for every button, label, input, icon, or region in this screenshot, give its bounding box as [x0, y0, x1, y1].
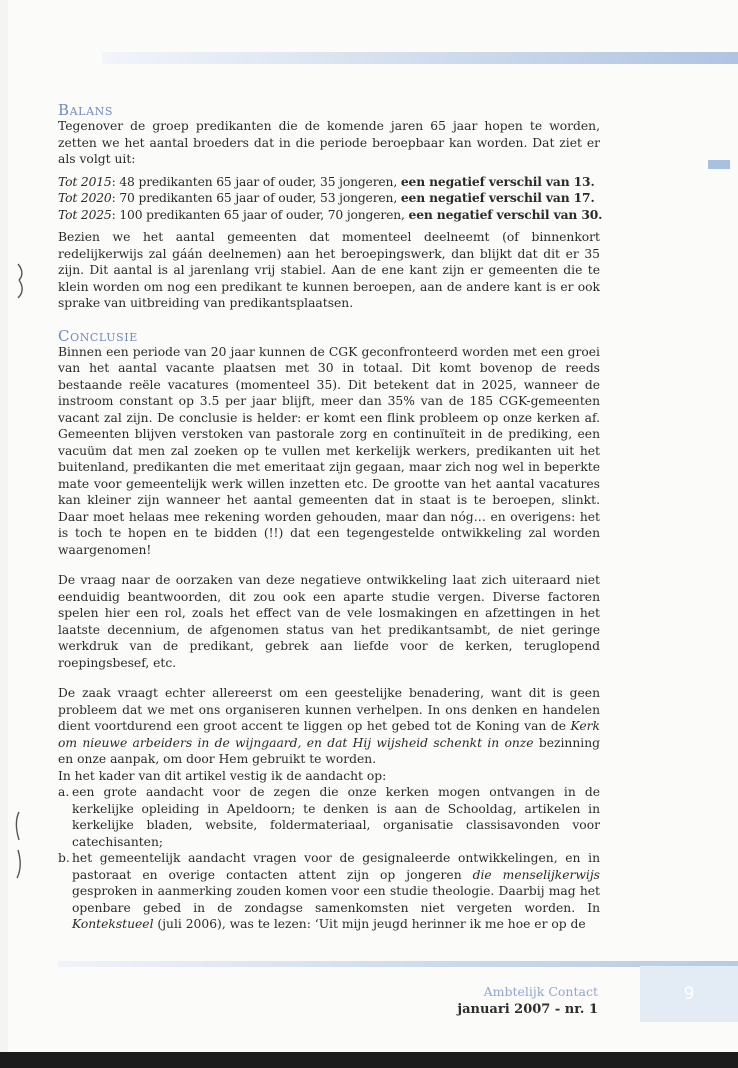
conclusie-paragraph-4: In het kader van dit artikel vestig ik de aandacht op: [58, 768, 387, 783]
section-heading-conclusie: Conclusie [58, 326, 138, 345]
list-item: a. een grote aandacht voor de zegen die onze kerken mogen ontvangen in de kerkelijke opleiding in Apeldoorn; te denken is aan de Schooldag, artikelen in kerkelijke bladen, website, foldermateriaal, organisatie classisavonden voor catechisanten; [58, 785, 600, 849]
stat-line: Tot 2025: 100 predikanten 65 jaar of ouder, 70 jongeren, een negatief verschil van 30. [58, 206, 603, 222]
balans-intro: Tegenover de groep predikanten die de komende jaren 65 jaar hopen te worden, zetten we het aantal broeders dat in die periode beroepbaar kan worden. Dat ziet er als volgt uit: [58, 119, 600, 166]
magazine-title: Ambtelijk Contact [483, 984, 598, 999]
page-number: 9 [640, 966, 738, 1022]
scan-bottom-edge [0, 1052, 738, 1068]
stat-line: Tot 2020: 70 predikanten 65 jaar of ouder, 53 jongeren, een negatief verschil van 17. [58, 190, 595, 205]
article-body [58, 101, 603, 933]
issue-label: januari 2007 - nr. 1 [457, 1002, 598, 1017]
conclusie-paragraph-2: De vraag naar de oorzaken van deze negatieve ontwikkeling laat zich uiteraard niet eenduidig beantwoorden, dit zou ook een aparte studie vergen. Diverse factoren spelen hier een rol, zoals het effect van de vele losmakingen en afzettingen in het laatste decennium, de afgenomen status van het predikantsambt, de niet geringe werkdruk van de predikant, gebrek aan liefde voor de kerken, teruglopend roepingsbesef, etc. [58, 573, 600, 670]
conclusie-paragraph-3: De zaak vraagt echter allereerst om een geestelijke benadering, want dit is geen probleem dat we met ons organiseren kunnen verhelpen. In ons denken en handelen dient voortdurend een groot accent te liggen op het gebed tot de Koning van de Kerk om nieuwe arbeiders in de wijngaard, en dat Hij wijsheid schenkt in onze bezinning en onze aanpak, om door Hem gebruikt te worden. [58, 686, 600, 766]
attention-list [58, 784, 600, 933]
balans-body: Bezien we het aantal gemeenten dat momenteel deelneemt (of binnenkort redelijkerwijs zal gáán deelnemen) aan het beroepingswerk, dan blijkt dat dit er 35 zijn. Dit aantal is al jarenlang vrij stabiel. Aan de ene kant zijn er gemeenten die te klein worden om nog een predikant te kunnen beroepen, aan de andere kant is er ook sprake van uitbreiding van predikantsplaatsen. [58, 230, 600, 310]
section-heading-balans: Balans [58, 101, 113, 119]
margin-tab-marker [708, 160, 730, 169]
margin-bracket-icon [14, 262, 28, 300]
balans-stats [58, 173, 603, 224]
footer-color-band [58, 961, 738, 967]
list-item: b. het gemeentelijk aandacht vragen voor de gesignaleerde ontwikkelingen, en in pastoraat en overige contacten attent zijn op jongeren die menselijkerwijs gesproken in aanmerking zouden komen voor een studie theologie. Daarbij mag het openbare gebed in de zondagse samenkomsten niet vergeten worden. In Kontekstueel (juli 2006), was te lezen: ‘Uit mijn jeugd herinner ik me hoe er op de [58, 851, 600, 931]
header-color-band [102, 52, 738, 64]
margin-bracket-icon [12, 810, 26, 880]
stat-line: Tot 2015: 48 predikanten 65 jaar of ouder, 35 jongeren, een negatief verschil van 13. [58, 173, 595, 189]
conclusie-paragraph-1: Binnen een periode van 20 jaar kunnen de CGK geconfronteerd worden met een groei van het aantal vacante plaatsen met 30 in totaal. Dit komt bovenop de reeds bestaande reële vacatures (momenteel 35). Dit betekent dat in 2025, wanneer de instroom constant op 3.5 per jaar blijft, meer dan 35% van de 185 CGK-gemeenten vacant zal zijn. De conclusie is helder: er komt een flink probleem op onze kerken af. Gemeenten blijven verstoken van pastorale zorg en continuïteit in de prediking, een vacuüm dat men zal zoeken op te vullen met kerkelijk werkers, predikanten uit het buitenland, predikanten die met emeritaat zijn gegaan, maar zich nog wel in beperkte mate voor gemeentelijk werk willen inzetten etc. De grootte van het aantal vacatures kan kleiner zijn wanneer het aantal gemeenten dat in staat is te beroepen, slinkt. Daar moet helaas mee rekening worden gehouden, maar dan nóg… en overigens: het is toch te hopen en te bidden (!!) dat een tegengestelde ontwikkeling zal worden waargenomen! [58, 344, 600, 557]
page-footer [457, 983, 598, 1019]
